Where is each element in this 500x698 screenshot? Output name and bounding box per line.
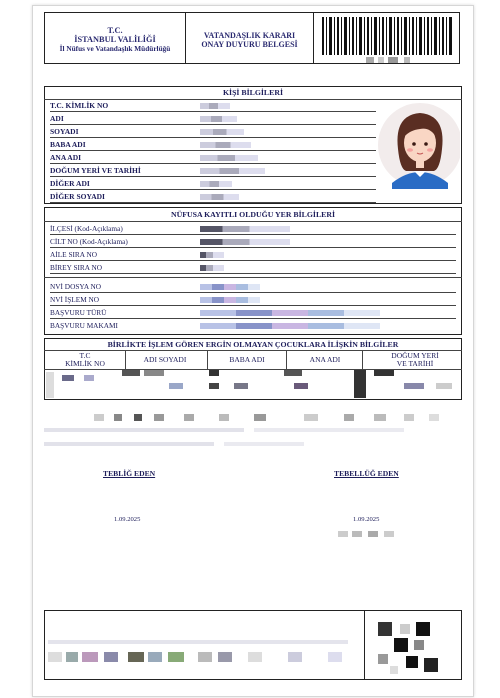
kisi-row-label: BABA ADI — [50, 140, 86, 149]
redacted-value — [200, 310, 380, 316]
col-dogum: DOĞUM YERİ VE TARİHİ — [391, 351, 439, 368]
valilik-heading: İSTANBUL VALİLİĞİ — [74, 35, 156, 44]
kisi-row-label: DİĞER ADI — [50, 179, 90, 188]
tebellug-eden-label: TEBELLÜĞ EDEN — [334, 469, 399, 478]
redacted-value — [200, 194, 239, 200]
document-title-line-2: ONAY DUYURU BELGESİ — [201, 40, 298, 49]
cocuk-section-title: BİRLİKTE İŞLEM GÖREN ERGİN OLMAYAN ÇOCUKLARA İLİŞKİN BİLGİLER — [107, 340, 399, 349]
tc-heading: T.C. — [107, 26, 123, 35]
redacted-value — [200, 297, 260, 303]
redacted-value — [200, 284, 260, 290]
redacted-value — [200, 116, 237, 122]
kisi-row-label: DİĞER SOYADI — [50, 192, 105, 201]
col-adi-soyadi: ADI SOYADI — [143, 355, 187, 364]
kisi-row-label: SOYADI — [50, 127, 79, 136]
nufus-row — [50, 281, 456, 293]
nufus-row-label: CİLT NO (Kod-Açıklama) — [50, 237, 128, 246]
col-ana-adi: ANA ADI — [309, 355, 341, 364]
kisi-row — [50, 191, 376, 203]
redacted-value — [200, 239, 290, 245]
applicant-photo — [376, 97, 460, 194]
col-baba-adi: BABA ADI — [229, 355, 265, 364]
redacted-value — [200, 265, 224, 271]
nufus-row-label: AİLE SIRA NO — [50, 250, 98, 259]
nufus-section-title: NÜFUSA KAYITLI OLDUĞU YER BİLGİLERİ — [170, 210, 336, 219]
nufus-row — [50, 307, 456, 319]
kisi-row-label: ANA ADI — [50, 153, 82, 162]
nufus-row — [50, 294, 456, 306]
nufus-row-label: NVİ DOSYA NO — [50, 282, 102, 291]
redacted-value — [200, 181, 232, 187]
barcode-block — [313, 12, 460, 64]
kisi-row-label: ADI — [50, 114, 64, 123]
kisi-row — [50, 178, 376, 190]
redacted-signature-name — [338, 528, 408, 540]
kisi-row — [50, 126, 376, 138]
mudurluk-heading: İl Nüfus ve Vatandaşlık Müdürlüğü — [59, 44, 171, 53]
nufus-row-label: BİREY SIRA NO — [50, 263, 103, 272]
col-tc-kimlik: T.C KİMLİK NO — [65, 351, 105, 368]
kisi-row — [50, 100, 376, 112]
document-title-line-1: VATANDAŞLIK KARARI — [203, 31, 296, 40]
nufus-row — [50, 249, 456, 261]
redacted-value — [200, 142, 251, 148]
nufus-row — [50, 236, 456, 248]
qr-code-image — [376, 620, 446, 676]
kisi-row — [50, 152, 376, 164]
tebellug-date: 1.09.2025 — [353, 516, 380, 523]
redacted-value — [200, 103, 230, 109]
redacted-paragraph — [44, 412, 464, 456]
kisi-row-label: DOĞUM YERİ VE TARİHİ — [50, 166, 141, 175]
kisi-row — [50, 139, 376, 151]
nufus-row-label: İLÇESİ (Kod-Açıklama) — [50, 224, 123, 233]
redacted-footer-text — [48, 640, 358, 670]
nufus-row — [50, 262, 456, 274]
redacted-value — [200, 155, 258, 161]
nufus-row — [50, 320, 456, 332]
nufus-row-label: BAŞVURU MAKAMI — [50, 321, 118, 330]
redacted-value — [200, 323, 380, 329]
redacted-value — [200, 168, 265, 174]
nufus-row-label: BAŞVURU TÜRÜ — [50, 308, 107, 317]
redacted-value — [200, 129, 244, 135]
teblig-date: 1.09.2025 — [114, 516, 141, 523]
barcode-image — [314, 13, 459, 65]
kisi-section-title: KİŞİ BİLGİLERİ — [222, 88, 284, 97]
issuer-block — [44, 12, 186, 64]
document-title-block — [186, 12, 313, 64]
redacted-value — [200, 252, 224, 258]
nufus-row — [50, 223, 456, 235]
nufus-row-label: NVİ İŞLEM NO — [50, 295, 100, 304]
kisi-row-label: T.C. KİMLİK NO — [50, 101, 109, 110]
redacted-child-row — [44, 370, 464, 400]
person-avatar-icon — [376, 97, 460, 194]
kisi-row — [50, 113, 376, 125]
teblig-eden-label: TEBLİĞ EDEN — [103, 469, 156, 478]
redacted-value — [200, 226, 290, 232]
kisi-row — [50, 165, 376, 177]
